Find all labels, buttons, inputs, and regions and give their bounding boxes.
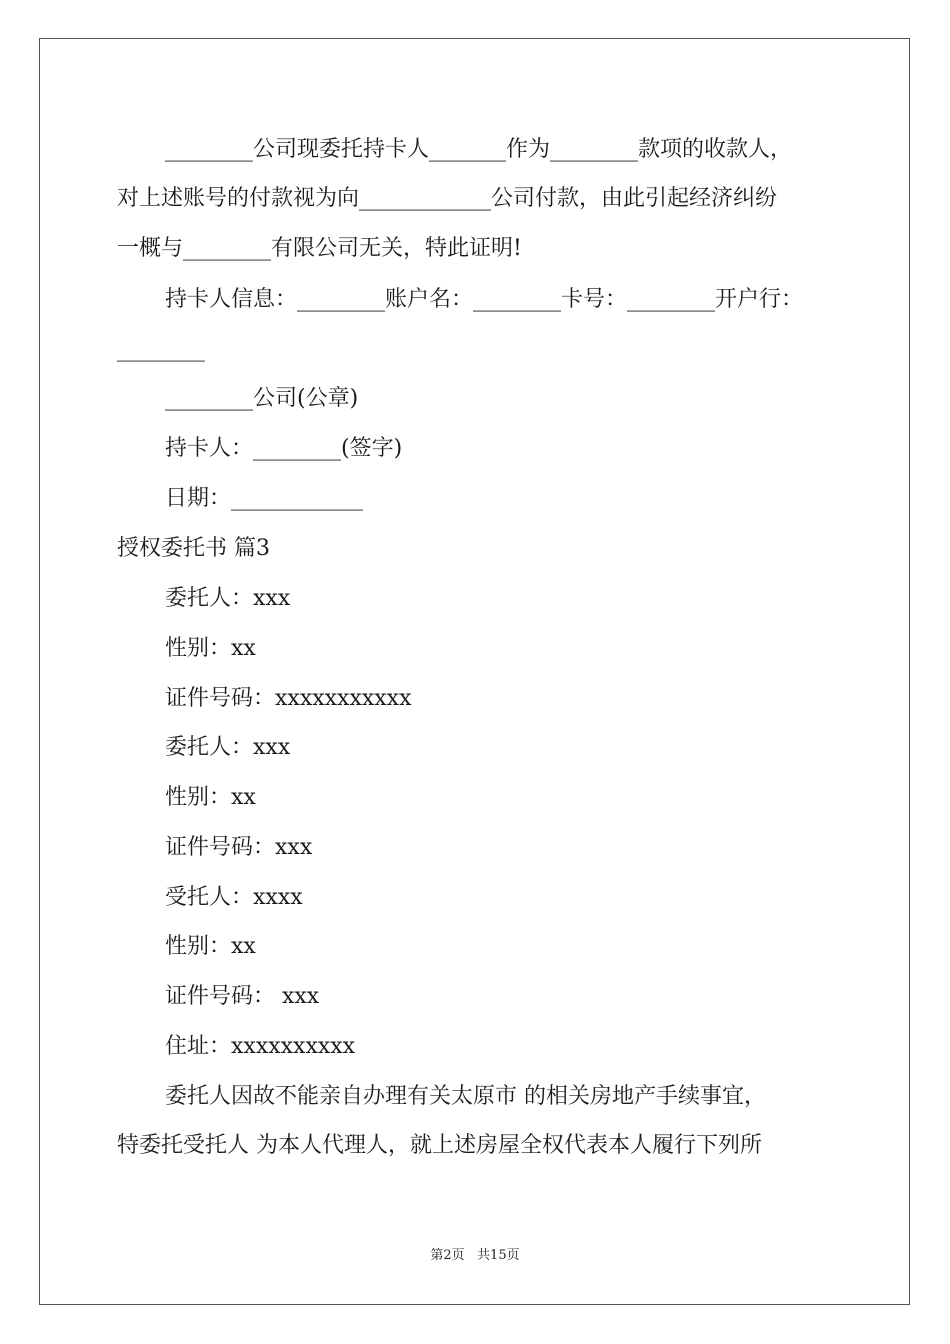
field-line: 住址：xxxxxxxxxx bbox=[165, 1034, 356, 1059]
paragraph-line: 委托人因故不能亲自办理有关太原市 的相关房地产手续事宜， bbox=[165, 1084, 766, 1109]
field-line: 委托人：xxx bbox=[165, 586, 291, 611]
field-line: 受托人：xxxx bbox=[165, 885, 303, 910]
company-seal-line: ________公司(公章) bbox=[165, 386, 359, 411]
field-line: 证件号码：xxxxxxxxxxx bbox=[165, 686, 412, 711]
field-line: 性别：xx bbox=[165, 785, 256, 810]
holder-signature-line: 持卡人：________(签字) bbox=[165, 436, 403, 461]
field-line: 证件号码： xxx bbox=[165, 984, 320, 1009]
paragraph-line: 对上述账号的付款视为向____________公司付款，由此引起经济纠纷 bbox=[117, 186, 778, 211]
section-heading: 授权委托书 篇3 bbox=[117, 536, 270, 561]
page-footer: 第2页 共15页 bbox=[430, 1248, 520, 1263]
field-line: 证件号码：xxx bbox=[165, 835, 313, 860]
holder-info-line: 持卡人信息：________账户名：________卡号：________开户行： bbox=[165, 287, 804, 312]
date-line: 日期：____________ bbox=[165, 486, 364, 511]
holder-info-blank: ________ bbox=[117, 337, 205, 362]
paragraph-line: 特委托受托人 为本人代理人，就上述房屋全权代表本人履行下列所 bbox=[117, 1133, 762, 1158]
paragraph-line: 一概与________有限公司无关，特此证明! bbox=[117, 236, 522, 261]
page-border bbox=[39, 38, 910, 1305]
field-line: 性别：xx bbox=[165, 934, 256, 959]
paragraph-line: ________公司现委托持卡人_______作为________款项的收款人， bbox=[165, 137, 793, 162]
field-line: 委托人：xxx bbox=[165, 735, 291, 760]
field-line: 性别：xx bbox=[165, 636, 256, 661]
